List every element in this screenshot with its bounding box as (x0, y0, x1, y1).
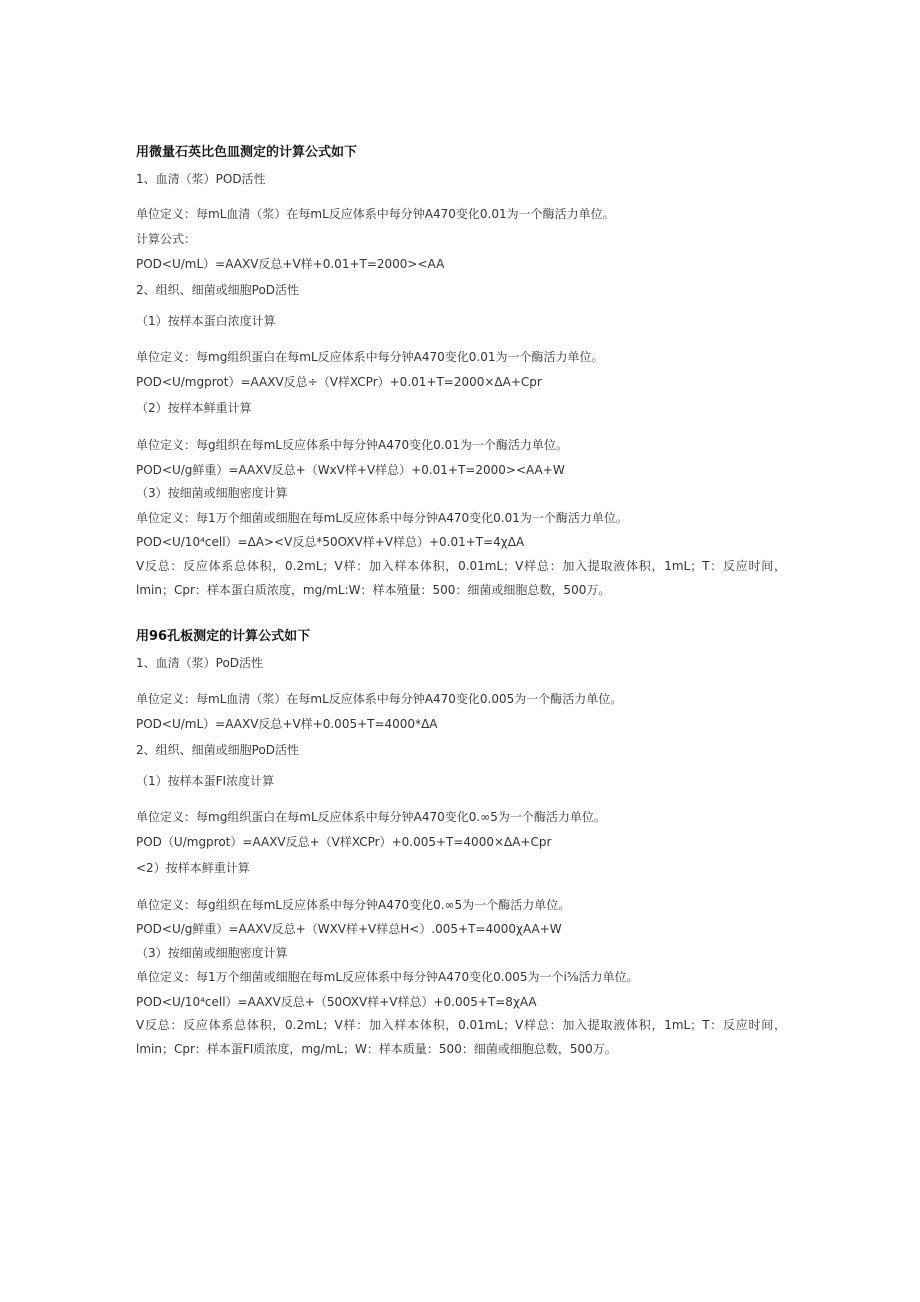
section2-legend: V反总：反应体系总体积，0.2mL；V样：加入样本体积，0.01mL；V样总：加入提取液体积，1mL；T：反应时间，lmin；Cpr：样本蛋FI质浓度，mg/mL；W：样本质量：500：细菌或细胞总数，500万。 (136, 1018, 786, 1056)
section2-serum-unit-def: 单位定义：每mL血清（浆）在每mL反应体系中每分钟A470变化0.005为一个酶活力单位。 (136, 692, 623, 706)
section2-tissue-title: 2、组织、细菌或细胞PoD活性 (136, 743, 300, 757)
section1-serum-unit-def: 单位定义：每mL血清（浆）在每mL反应体系中每分钟A470变化0.01为一个酶活力单位。 (136, 207, 615, 221)
section1-serum-title: 1、血清（浆）POD活性 (136, 172, 266, 186)
section2-fresh-unit-def: 单位定义：每g组织在每mL反应体系中每分钟A470变化0.∞5为一个酶活力单位。 (136, 898, 571, 912)
section2-heading: 用96孔板测定的计算公式如下 (136, 629, 311, 644)
section1-protein-title: （1）按样本蛋白浓度计算 (136, 314, 276, 328)
section2-serum-title: 1、血清（浆）PoD活性 (136, 656, 264, 670)
section2-cell-unit-def: 单位定义：每1万个细菌或细胞在每mL反应体系中每分钟A470变化0.005为一个i⅝活力单位。 (136, 970, 639, 984)
section1-protein-formula: POD<U/mgprot）=AAXV反总÷（V样XCPr）+0.01+T=2000×ΔA+Cpr (136, 375, 542, 389)
section2-cell-title: （3）按细菌或细胞密度计算 (136, 946, 288, 960)
section1-cell-unit-def: 单位定义：每1万个细菌或细胞在每mL反应体系中每分钟A470变化0.01为一个酶活力单位。 (136, 511, 628, 525)
section2-protein-title: （1）按样本蛋FI浓度计算 (136, 774, 275, 788)
section2-fresh-title: <2）按样本鲜重计算 (136, 861, 250, 875)
section2-fresh-formula: POD<U/g鲜重）=AAXV反总+（WXV样+V样总H<）.005+T=4000χAA+W (136, 922, 562, 936)
section1-legend: V反总：反应体系总体积，0.2mL；V样：加入样本体积，0.01mL；V样总：加入提取液体积，1mL；T：反应时间，lmin；Cpr：样本蛋白质浓度，mg/mL:W：样本殖量：500：细菌或细胞总数，500万。 (136, 559, 786, 597)
section1-fresh-unit-def: 单位定义：每g组织在每mL反应体系中每分钟A470变化0.01为一个酶活力单位。 (136, 438, 568, 452)
section1-serum-formula: POD<U/mL）=AAXV反总+V样+0.01+T=2000><AA (136, 257, 445, 271)
section2-serum-formula: POD<U/mL）=AAXV反总+V样+0.005+T=4000*ΔA (136, 717, 438, 731)
section2-protein-formula: POD（U/mgprot）=AAXV反总+（V样XCPr）+0.005+T=4000×ΔA+Cpr (136, 835, 552, 849)
section1-cell-formula: POD<U/10⁴cell）=ΔA><V反总*50OXV样+V样总）+0.01+T=4χΔA (136, 535, 525, 549)
section1-heading: 用微量石英比色皿测定的计算公式如下 (136, 145, 358, 160)
section1-cell-title: （3）按细菌或细胞密度计算 (136, 486, 288, 500)
section2-protein-unit-def: 单位定义：每mg组织蛋白在每mL反应体系中每分钟A470变化0.∞5为一个酶活力单位。 (136, 810, 606, 824)
section1-fresh-formula: POD<U/g鲜重）=AAXV反总+（WxV样+V样总）+0.01+T=2000><AA+W (136, 463, 565, 477)
section1-protein-unit-def: 单位定义：每mg组织蛋白在每mL反应体系中每分钟A470变化0.01为一个酶活力单位。 (136, 350, 604, 364)
section2-cell-formula: POD<U/10⁴cell）=AAXV反总+（50OXV样+V样总）+0.005+T=8χAA (136, 995, 537, 1009)
section1-fresh-title: （2）按样本鲜重计算 (136, 401, 252, 415)
section1-tissue-title: 2、组织、细菌或细胞PoD活性 (136, 283, 300, 297)
section1-serum-formula-label: 计算公式： (136, 232, 197, 246)
